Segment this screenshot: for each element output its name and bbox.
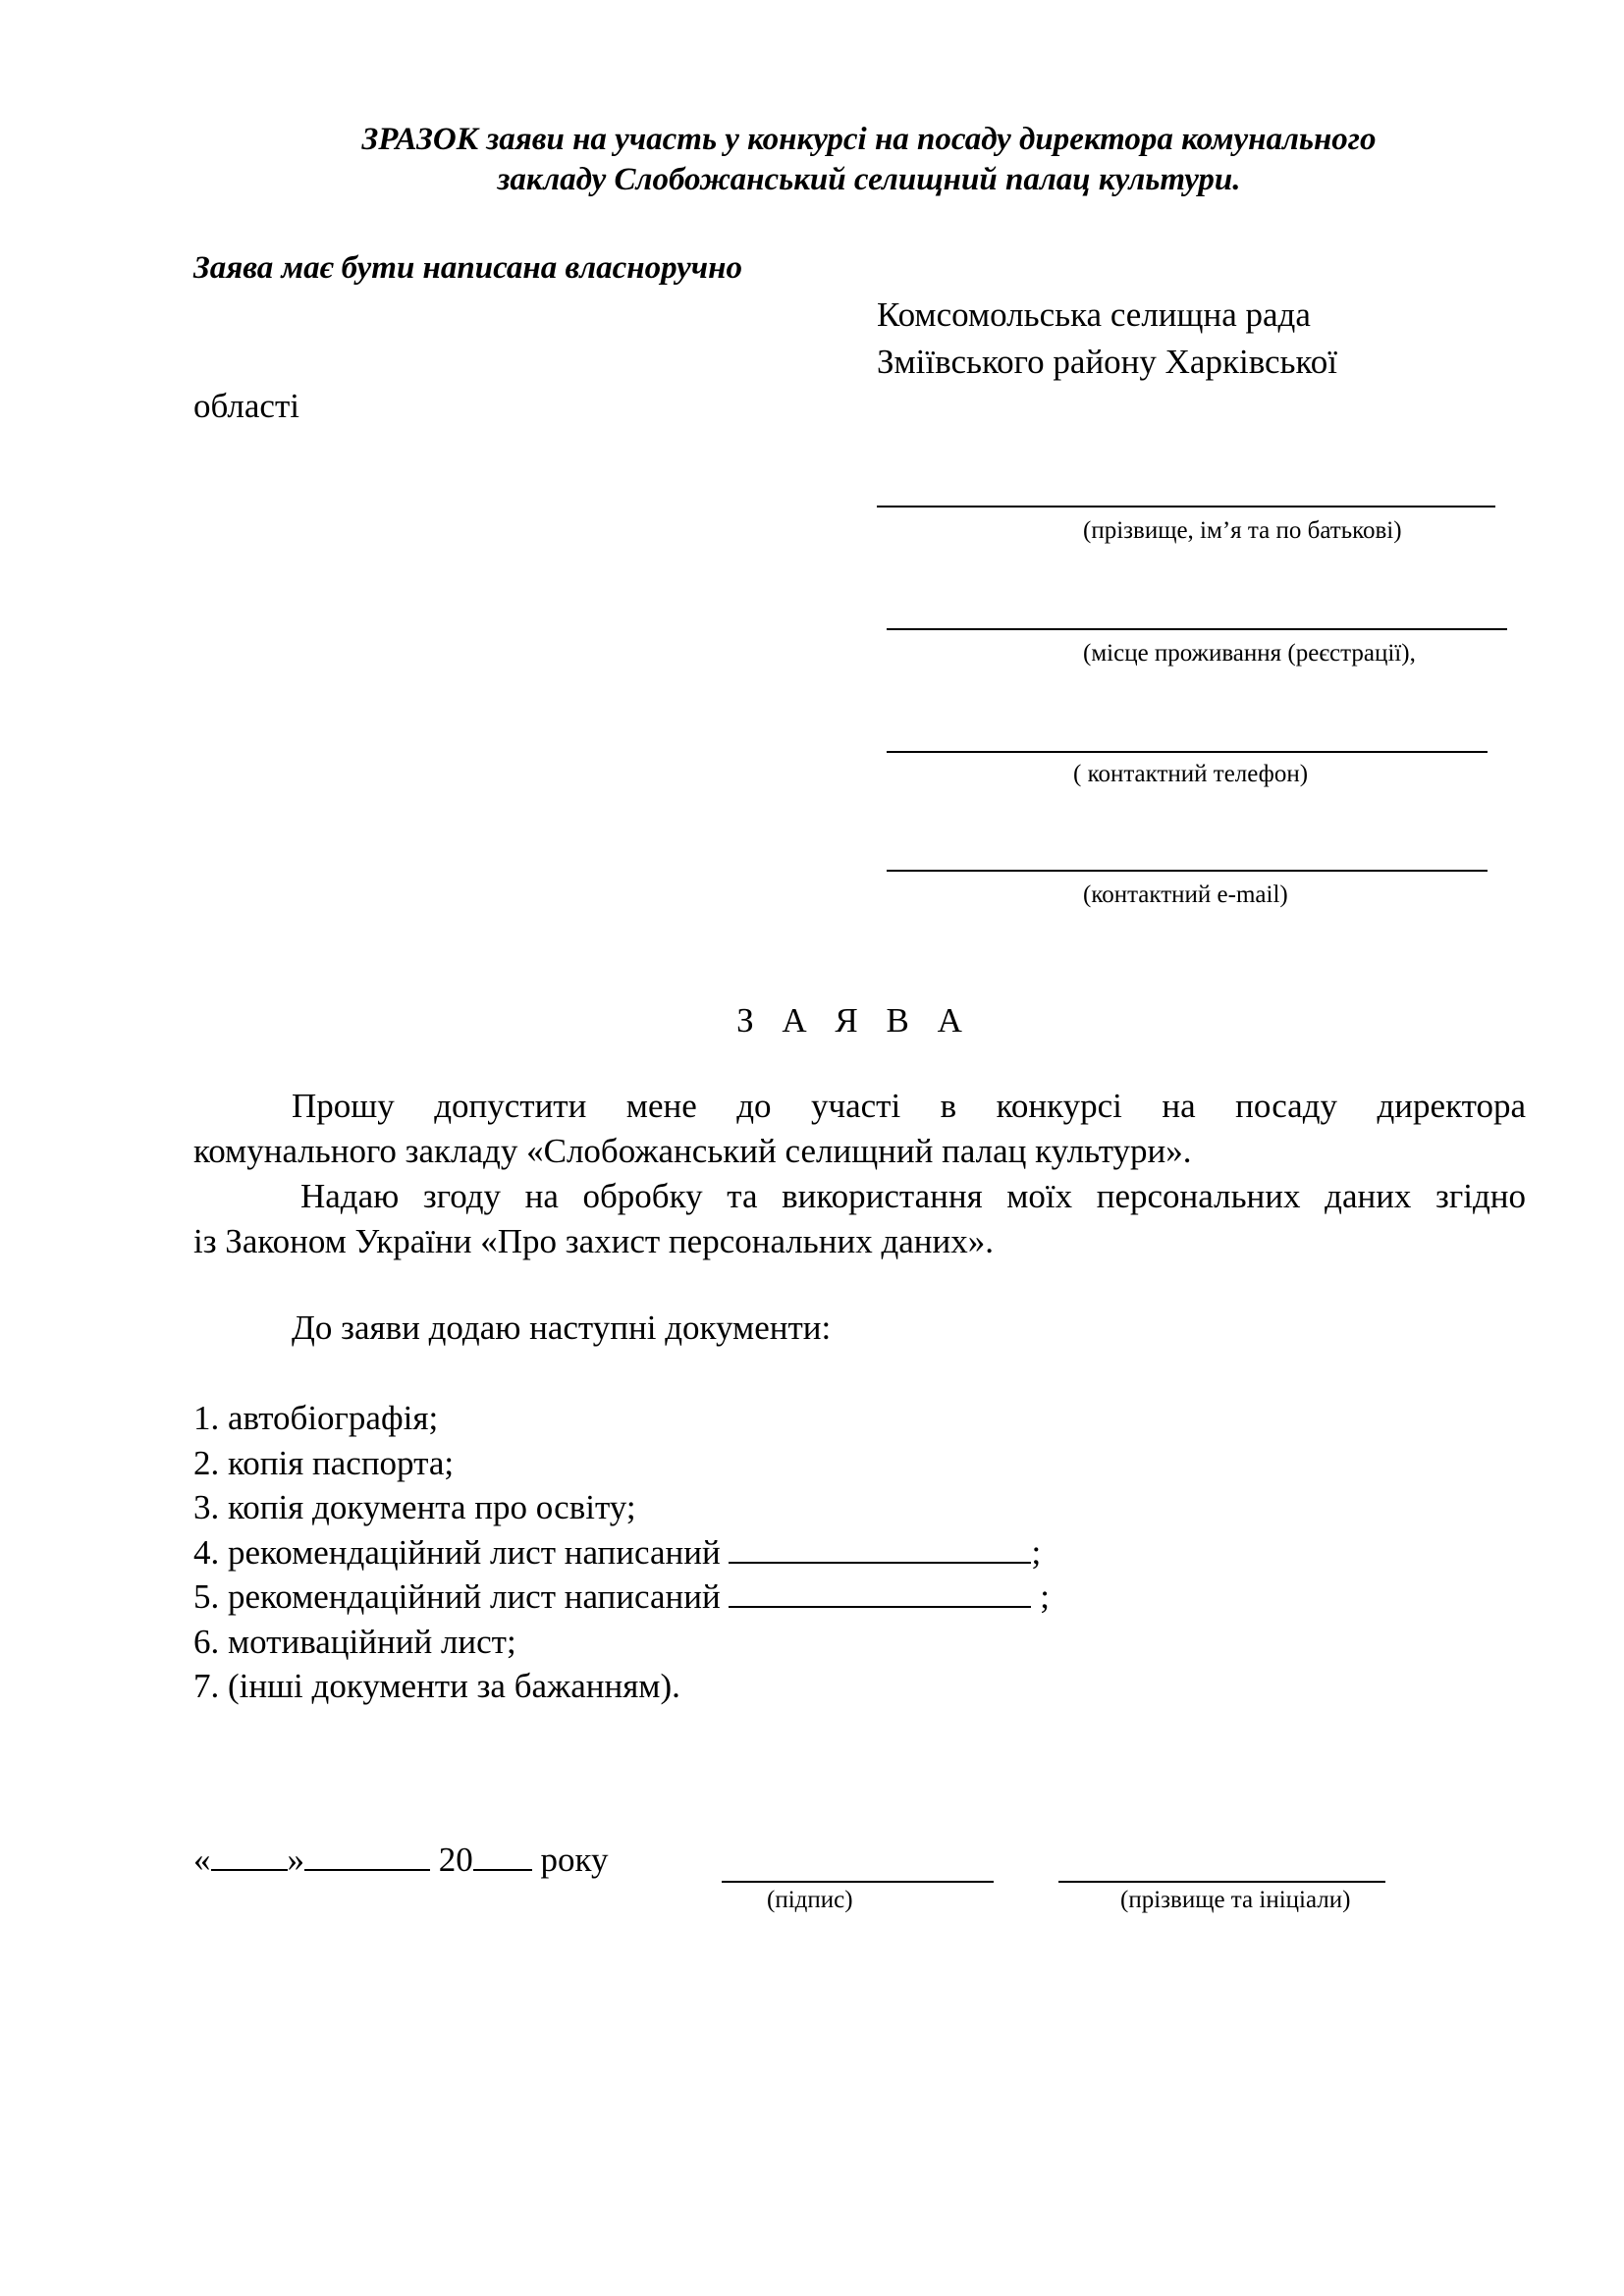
addressee-line-3: області xyxy=(193,387,299,425)
recommendation-1-author-field[interactable] xyxy=(729,1534,1031,1564)
signature-field-line[interactable] xyxy=(722,1881,994,1883)
date-year-prefix: 20 xyxy=(438,1841,473,1879)
date-close-quote: » xyxy=(287,1841,304,1879)
handwritten-note: Заява має бути написана власноручно xyxy=(193,250,742,286)
statement-heading: З А Я В А xyxy=(736,1001,972,1040)
attachment-item: 3. копія документа про освіту; xyxy=(193,1488,636,1526)
full-name-caption: (прізвище, ім’я та по батькові) xyxy=(1083,517,1402,544)
date-day-field[interactable] xyxy=(211,1842,288,1871)
attachment-item: 5. рекомендаційний лист написаний ; xyxy=(193,1577,1050,1616)
email-field-line[interactable] xyxy=(887,870,1488,872)
attachment-item: 2. копія паспорта; xyxy=(193,1443,455,1482)
date-month-field[interactable] xyxy=(304,1842,430,1871)
paragraph-1-line-1: Прошу допустити мене до участі в конкурсі на посаду директора xyxy=(292,1087,1526,1125)
paragraph-2-line-1: Надаю згоду на обробку та використання моїх персональних даних згідно xyxy=(300,1177,1526,1215)
document-title-line-2: закладу Слобожанський селищний палац культури. xyxy=(497,162,1241,197)
date-year-suffix: року xyxy=(540,1841,609,1879)
attachment-item: 7. (інші документи за бажанням). xyxy=(193,1667,680,1705)
residence-caption: (місце проживання (реєстрації), xyxy=(1083,640,1416,667)
name-initials-field-line[interactable] xyxy=(1058,1881,1385,1883)
attachment-item: 6. мотиваційний лист; xyxy=(193,1622,516,1661)
date-open-quote: « xyxy=(193,1841,211,1879)
document-title-line-1: ЗРАЗОК заяви на участь у конкурсі на посаду директора комунального xyxy=(361,122,1377,157)
phone-caption: ( контактний телефон) xyxy=(1073,761,1309,787)
recommendation-2-author-field[interactable] xyxy=(729,1578,1031,1608)
full-name-field-line[interactable] xyxy=(877,506,1495,507)
date-year-field[interactable] xyxy=(473,1842,532,1871)
addressee-line-1: Комсомольська селищна рада xyxy=(877,295,1311,334)
residence-field-line[interactable] xyxy=(887,628,1507,630)
paragraph-1-line-2: комунального закладу «Слобожанський селищний палац культури». xyxy=(193,1132,1192,1170)
attachment-item: 1. автобіографія; xyxy=(193,1399,439,1437)
phone-field-line[interactable] xyxy=(887,751,1488,753)
document-title xyxy=(275,120,1463,200)
name-initials-caption: (прізвище та ініціали) xyxy=(1120,1887,1351,1913)
signature-caption: (підпис) xyxy=(767,1887,853,1913)
date-line xyxy=(193,1838,609,1883)
email-caption: (контактний e-mail) xyxy=(1083,881,1288,908)
addressee-line-2: Зміївського району Харківської xyxy=(877,343,1337,381)
attachments-list xyxy=(193,1396,1050,1709)
attachments-intro: До заяви додаю наступні документи: xyxy=(292,1308,832,1347)
paragraph-2-line-2: із Законом України «Про захист персональних даних». xyxy=(193,1222,994,1260)
attachment-item: 4. рекомендаційний лист написаний ; xyxy=(193,1532,1042,1572)
